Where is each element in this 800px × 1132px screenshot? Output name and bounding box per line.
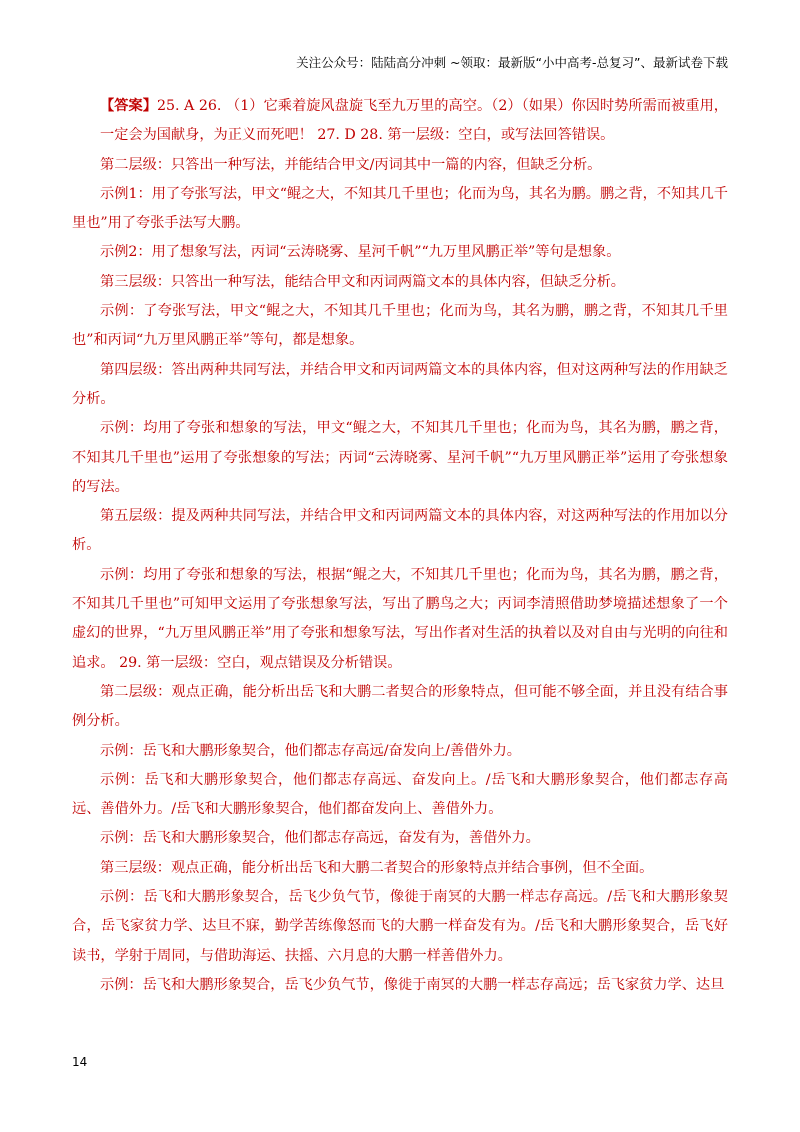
- paragraph-6: 示例：了夸张写法，甲文“鲲之大，不知其几千里也；化而为鸟，其名为鹏，鹏之背，不知其几千里也”和丙词“九万里风鹏正举”等句，都是想象。: [72, 303, 728, 349]
- paragraph-5: 第三层级：只答出一种写法，能结合甲文和丙词两篇文本的具体内容，但缺乏分析。: [100, 273, 625, 290]
- answer-content: [72, 92, 728, 1000]
- paragraph-17: 示例：岳飞和大鹏形象契合，岳飞少负气节，像徙于南冥的大鹏一样志存高远；岳飞家贫力学、达旦: [100, 976, 725, 993]
- answer-label: 【答案】: [100, 98, 157, 114]
- page-header: 关注公众号：陆陆高分冲刺 ~领取：最新版“小中高考-总复习”、最新试卷下载: [296, 55, 728, 70]
- paragraph-10: 示例：均用了夸张和想象的写法，根据“鲲之大，不知其几千里也；化而为鸟，其名为鹏，鹏之背，不知其几千里也”可知甲文运用了夸张想象写法，写出了鹏鸟之大；丙词李清照借助梦境描述想象了一个虚幻的世界，“九万里风鹏正举”用了夸张和想象写法，写出作者对生活的执着以及对自由与光明的向往和追求。 29. 第一层级：空白，观点错误及分析错误。: [72, 566, 728, 671]
- paragraph-1: 【答案】25. A 26. （1）它乘着旋风盘旋飞至九万里的高空。（2）（如果）你因时势所需而被重用，一定会为国献身，为正义而死吧！ 27. D 28. 第一层级：空白，或写法回答错误。: [100, 98, 728, 144]
- paragraph-15: 第三层级：观点正确，能分析出岳飞和大鹏二者契合的形象特点并结合事例，但不全面。: [100, 859, 654, 876]
- paragraph-13: 示例：岳飞和大鹏形象契合，他们都志存高远、奋发向上。/岳飞和大鹏形象契合，他们都志存高远、善借外力。/岳飞和大鹏形象契合，他们都奋发向上、善借外力。: [72, 771, 728, 818]
- paragraph-8: 示例：均用了夸张和想象的写法，甲文“鲲之大，不知其几千里也；化而为鸟，其名为鹏，鹏之背，不知其几千里也”运用了夸张想象的写法；丙词“云涛晓雾、星河千帆”“九万里风鹏正举”运用了夸张想象的写法。: [72, 420, 728, 495]
- paragraph-3: 示例1：用了夸张写法，甲文“鲲之大，不知其几千里也；化而为鸟，其名为鹏。鹏之背，不知其几千里也”用了夸张手法写大鹏。: [72, 185, 728, 232]
- paragraph-12: 示例：岳飞和大鹏形象契合，他们都志存高远/奋发向上/善借外力。: [100, 742, 521, 759]
- paragraph-2: 第二层级：只答出一种写法，并能结合甲文/丙词其中一篇的内容，但缺乏分析。: [100, 156, 602, 173]
- paragraph-9: 第五层级：提及两种共同写法，并结合甲文和丙词两篇文本的具体内容，对这两种写法的作用加以分析。: [72, 508, 728, 554]
- page-number: 14: [72, 1055, 88, 1069]
- paragraph-11: 第二层级：观点正确，能分析出岳飞和大鹏二者契合的形象特点，但可能不够全面，并且没有结合事例分析。: [72, 683, 728, 730]
- paragraph-4: 示例2：用了想象写法，丙词“云涛晓雾、星河千帆”“九万里风鹏正举”等句是想象。: [100, 244, 621, 261]
- paragraph-7: 第四层级：答出两种共同写法，并结合甲文和丙词两篇文本的具体内容，但对这两种写法的作用缺乏分析。: [72, 361, 728, 407]
- paragraph-16: 示例：岳飞和大鹏形象契合，岳飞少负气节，像徙于南冥的大鹏一样志存高远。/岳飞和大鹏形象契合，岳飞家贫力学、达旦不寐，勤学苦练像怒而飞的大鹏一样奋发有为。/岳飞和大鹏形象契合，岳飞好读书，学射于周同，与借助海运、扶摇、六月息的大鹏一样善借外力。: [72, 889, 728, 964]
- paragraph-14: 示例：岳飞和大鹏形象契合，他们都志存高远，奋发有为，善借外力。: [100, 830, 540, 847]
